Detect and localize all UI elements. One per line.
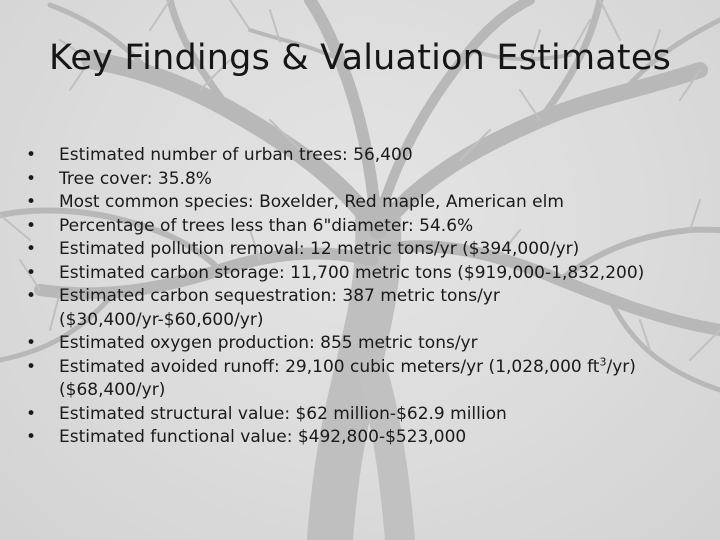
list-item xyxy=(26,332,698,356)
finding-superscript: 3 xyxy=(599,354,607,368)
bullet-icon: • xyxy=(26,192,37,212)
finding-text: Estimated number of urban trees: 56,400 xyxy=(59,145,413,165)
list-item xyxy=(26,426,698,450)
bullet-icon: • xyxy=(26,262,37,283)
finding-text: Estimated carbon storage: 11,700 metric tons ($919,000-1,832,200) xyxy=(59,262,645,283)
bullet-icon: • xyxy=(26,356,37,377)
finding-text-before: Estimated avoided runoff: 29,100 cubic meters/yr (1,028,000 ft xyxy=(59,356,600,377)
findings-list xyxy=(26,144,698,450)
finding-text: Estimated functional value: $492,800-$523,000 xyxy=(59,427,467,447)
list-item xyxy=(26,168,698,192)
finding-text: Estimated carbon sequestration: 387 metric tons/yr ($30,400/yr-$60,600/yr) xyxy=(59,286,500,330)
finding-text-after: /yr) ($68,400/yr) xyxy=(59,356,636,400)
finding-text: Estimated structural value: $62 million-$62.9 million xyxy=(59,403,507,424)
finding-text xyxy=(59,354,636,401)
finding-text: Most common species: Boxelder, Red maple, American elm xyxy=(59,192,564,212)
list-item xyxy=(26,191,698,215)
bullet-icon: • xyxy=(26,427,37,447)
finding-text: Estimated oxygen production: 855 metric tons/yr xyxy=(59,333,478,353)
list-item xyxy=(26,356,698,403)
bullet-icon: • xyxy=(26,215,37,236)
finding-text: Percentage of trees less than 6"diameter: 54.6% xyxy=(59,215,474,236)
list-item xyxy=(26,262,698,286)
bullet-icon: • xyxy=(26,333,37,353)
bullet-icon: • xyxy=(26,168,37,189)
bullet-icon: • xyxy=(26,239,37,259)
bullet-icon: • xyxy=(26,403,37,424)
bullet-icon: • xyxy=(26,145,37,165)
list-item xyxy=(26,215,698,239)
bullet-icon: • xyxy=(26,286,37,306)
list-item xyxy=(26,238,698,262)
slide-title: Key Findings & Valuation Estimates xyxy=(48,38,672,78)
list-item xyxy=(26,144,698,168)
finding-text: Estimated pollution removal: 12 metric tons/yr ($394,000/yr) xyxy=(59,239,580,259)
finding-text: Tree cover: 35.8% xyxy=(59,168,212,189)
list-item xyxy=(26,403,698,427)
list-item xyxy=(26,285,698,332)
